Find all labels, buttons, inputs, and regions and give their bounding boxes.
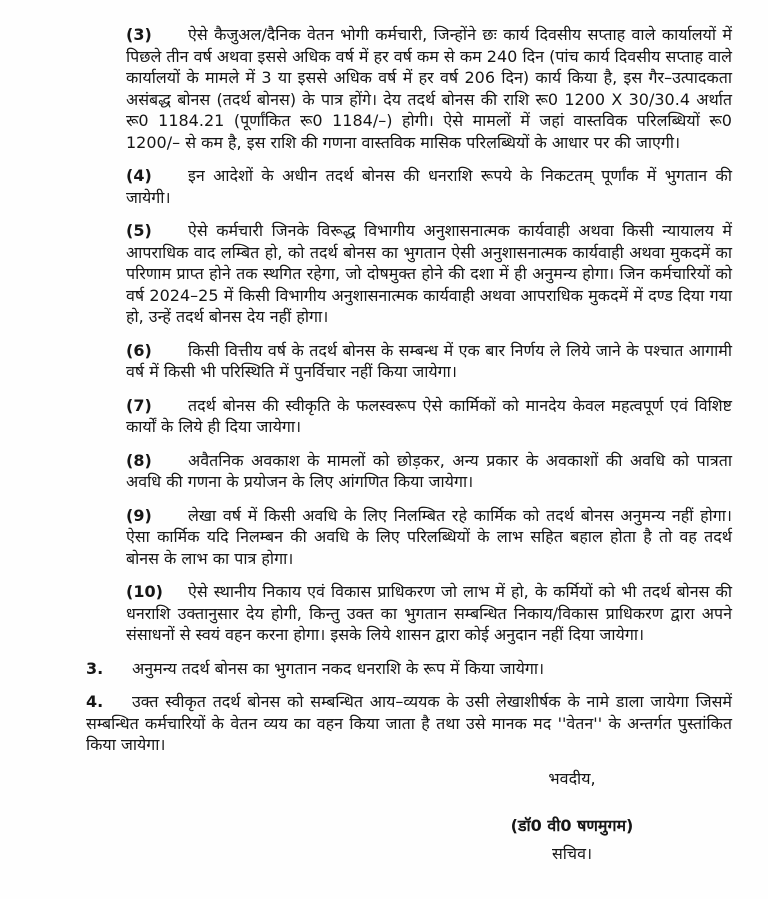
paragraph-number: 3. [86, 658, 104, 678]
signature-block [452, 768, 692, 865]
paragraph-text: ऐसे कैजुअल/दैनिक वेतन भोगी कर्मचारी, जिन्होंने छः कार्य दिवसीय सप्ताह वाले कार्यालयों में पिछले तीन वर्ष अथवा इससे अधिक वर्ष में हर वर्ष कम से कम 240 दिन (पांच कार्य दिवसीय सप्ताह वाले कार्यालयों के मामले में 3 या इससे अधिक वर्ष में हर वर्ष 206 दिन) कार्य किया है, इस गैर–उत्पादकता असंबद्ध बोनस (तदर्थ बोनस) के पात्र होंगे। देय तदर्थ बोनस की राशि रू0 1200 X 30/30.4 अर्थात रू0 1184.21 (पूर्णांकित रू0 1184/–) होगी। ऐसे मामलों में जहां वास्तविक परिलब्धियों रू0 1200/– से कम है, इस राशि की गणना वास्तविक मासिक परिलब्धियों के आधार पर की जाएगी। [126, 25, 732, 152]
paragraph-text: अनुमन्य तदर्थ बोनस का भुगतान नकद धनराशि के रूप में किया जायेगा। [132, 658, 545, 678]
paragraph-number: (9) [126, 505, 152, 525]
paragraph-number: (10) [126, 582, 163, 601]
paragraph-text: ऐसे कर्मचारी जिनके विरूद्ध विभागीय अनुशासनात्मक कार्यवाही अथवा किसी न्यायालय में आपराधिक वाद लम्बित हो, को तदर्थ बोनस का भुगतान ऐसी अनुशासनात्मक कार्यवाही अथवा मुकदमें का परिणाम प्राप्त होने तक स्थगित रहेगा, जो दोषमुक्त होने की दशा में ही अनुमन्य होगा। जिन कर्मचारियों को वर्ष 2024–25 में किसी विभागीय अनुशासनात्मक कार्यवाही अथवा आपराधिक मुकदमें में दण्ड दिया गया हो, उन्हें तदर्थ बोनस देय नहीं होगा। [126, 221, 732, 326]
paragraph-number: (8) [126, 450, 152, 470]
paragraph-text: उक्त स्वीकृत तदर्थ बोनस को सम्बन्धित आय–व्ययक के उसी लेखाशीर्षक के नामे डाला जायेगा जिसमें सम्बन्धित कर्मचारियों के वेतन व्यय का वहन किया जाता है तथा उसे मानक मद ''वेतन'' के अन्तर्गत पुस्तांकित किया जायेगा। [86, 692, 732, 754]
paragraph-number: (7) [126, 395, 152, 415]
paragraph-text: अवैतनिक अवकाश के मामलों को छोड़कर, अन्य प्रकार के अवकाशों की अवधि को पात्रता अवधि की गणना के प्रयोजन के लिए आंगणित किया जायेगा। [126, 450, 732, 491]
paragraph-item-6 [126, 340, 732, 383]
paragraph-number: (6) [126, 340, 152, 360]
paragraph-item-4 [126, 165, 732, 208]
signatory-designation: सचिव। [551, 843, 593, 863]
paragraph-text: इन आदेशों के अधीन तदर्थ बोनस की धनराशि रूपये के निकटतम् पूर्णांक में भुगतान की जायेगी। [126, 166, 732, 207]
paragraph-item-9 [126, 505, 732, 570]
paragraph-number: (3) [126, 25, 152, 44]
paragraph-text: किसी वित्तीय वर्ष के तदर्थ बोनस के सम्बन्ध में एक बार निर्णय ले लिये जाने के पश्चात आगामी वर्ष में किसी भी परिस्थिति में पुनर्विचार नहीं किया जायेगा। [126, 340, 732, 381]
main-paragraph-4 [86, 691, 732, 756]
signatory-name: (डॉ0 वी0 षणमुगम) [510, 816, 634, 835]
closing-salutation: भवदीय, [548, 768, 596, 788]
paragraph-item-8 [126, 450, 732, 493]
paragraph-item-5 [126, 220, 732, 328]
paragraph-number: 4. [86, 692, 104, 711]
paragraph-number: (5) [126, 221, 152, 240]
paragraph-text: ऐसे स्थानीय निकाय एवं विकास प्राधिकरण जो लाभ में हो, के कर्मियों को भी तदर्थ बोनस की धनराशि उक्तानुसार देय होगी, किन्तु उक्त का भुगतान सम्बन्धित निकाय/विकास प्राधिकरण द्वारा अपने संसाधनों से स्वयं वहन करना होगा। इसके लिये शासन द्वारा कोई अनुदान नहीं दिया जायेगा। [126, 582, 732, 644]
paragraph-text: तदर्थ बोनस की स्वीकृति के फलस्वरूप ऐसे कार्मिकों को मानदेय केवल महत्वपूर्ण एवं विशिष्ट कार्यों के लिये ही दिया जायेगा। [126, 395, 732, 436]
paragraph-item-3 [126, 24, 732, 153]
main-paragraph-3 [86, 658, 732, 680]
paragraph-text: लेखा वर्ष में किसी अवधि के लिए निलम्बित रहे कार्मिक को तदर्थ बोनस अनुमन्य नहीं होगा। ऐसा कार्मिक यदि निलम्बन की अवधि के लिए परिलब्धियों के लाभ सहित बहाल होता है तो वह तदर्थ बोनस के लाभ का पात्र होगा। [126, 505, 732, 568]
paragraph-item-10 [126, 581, 732, 646]
paragraph-number: (4) [126, 166, 152, 185]
paragraph-item-7 [126, 395, 732, 438]
